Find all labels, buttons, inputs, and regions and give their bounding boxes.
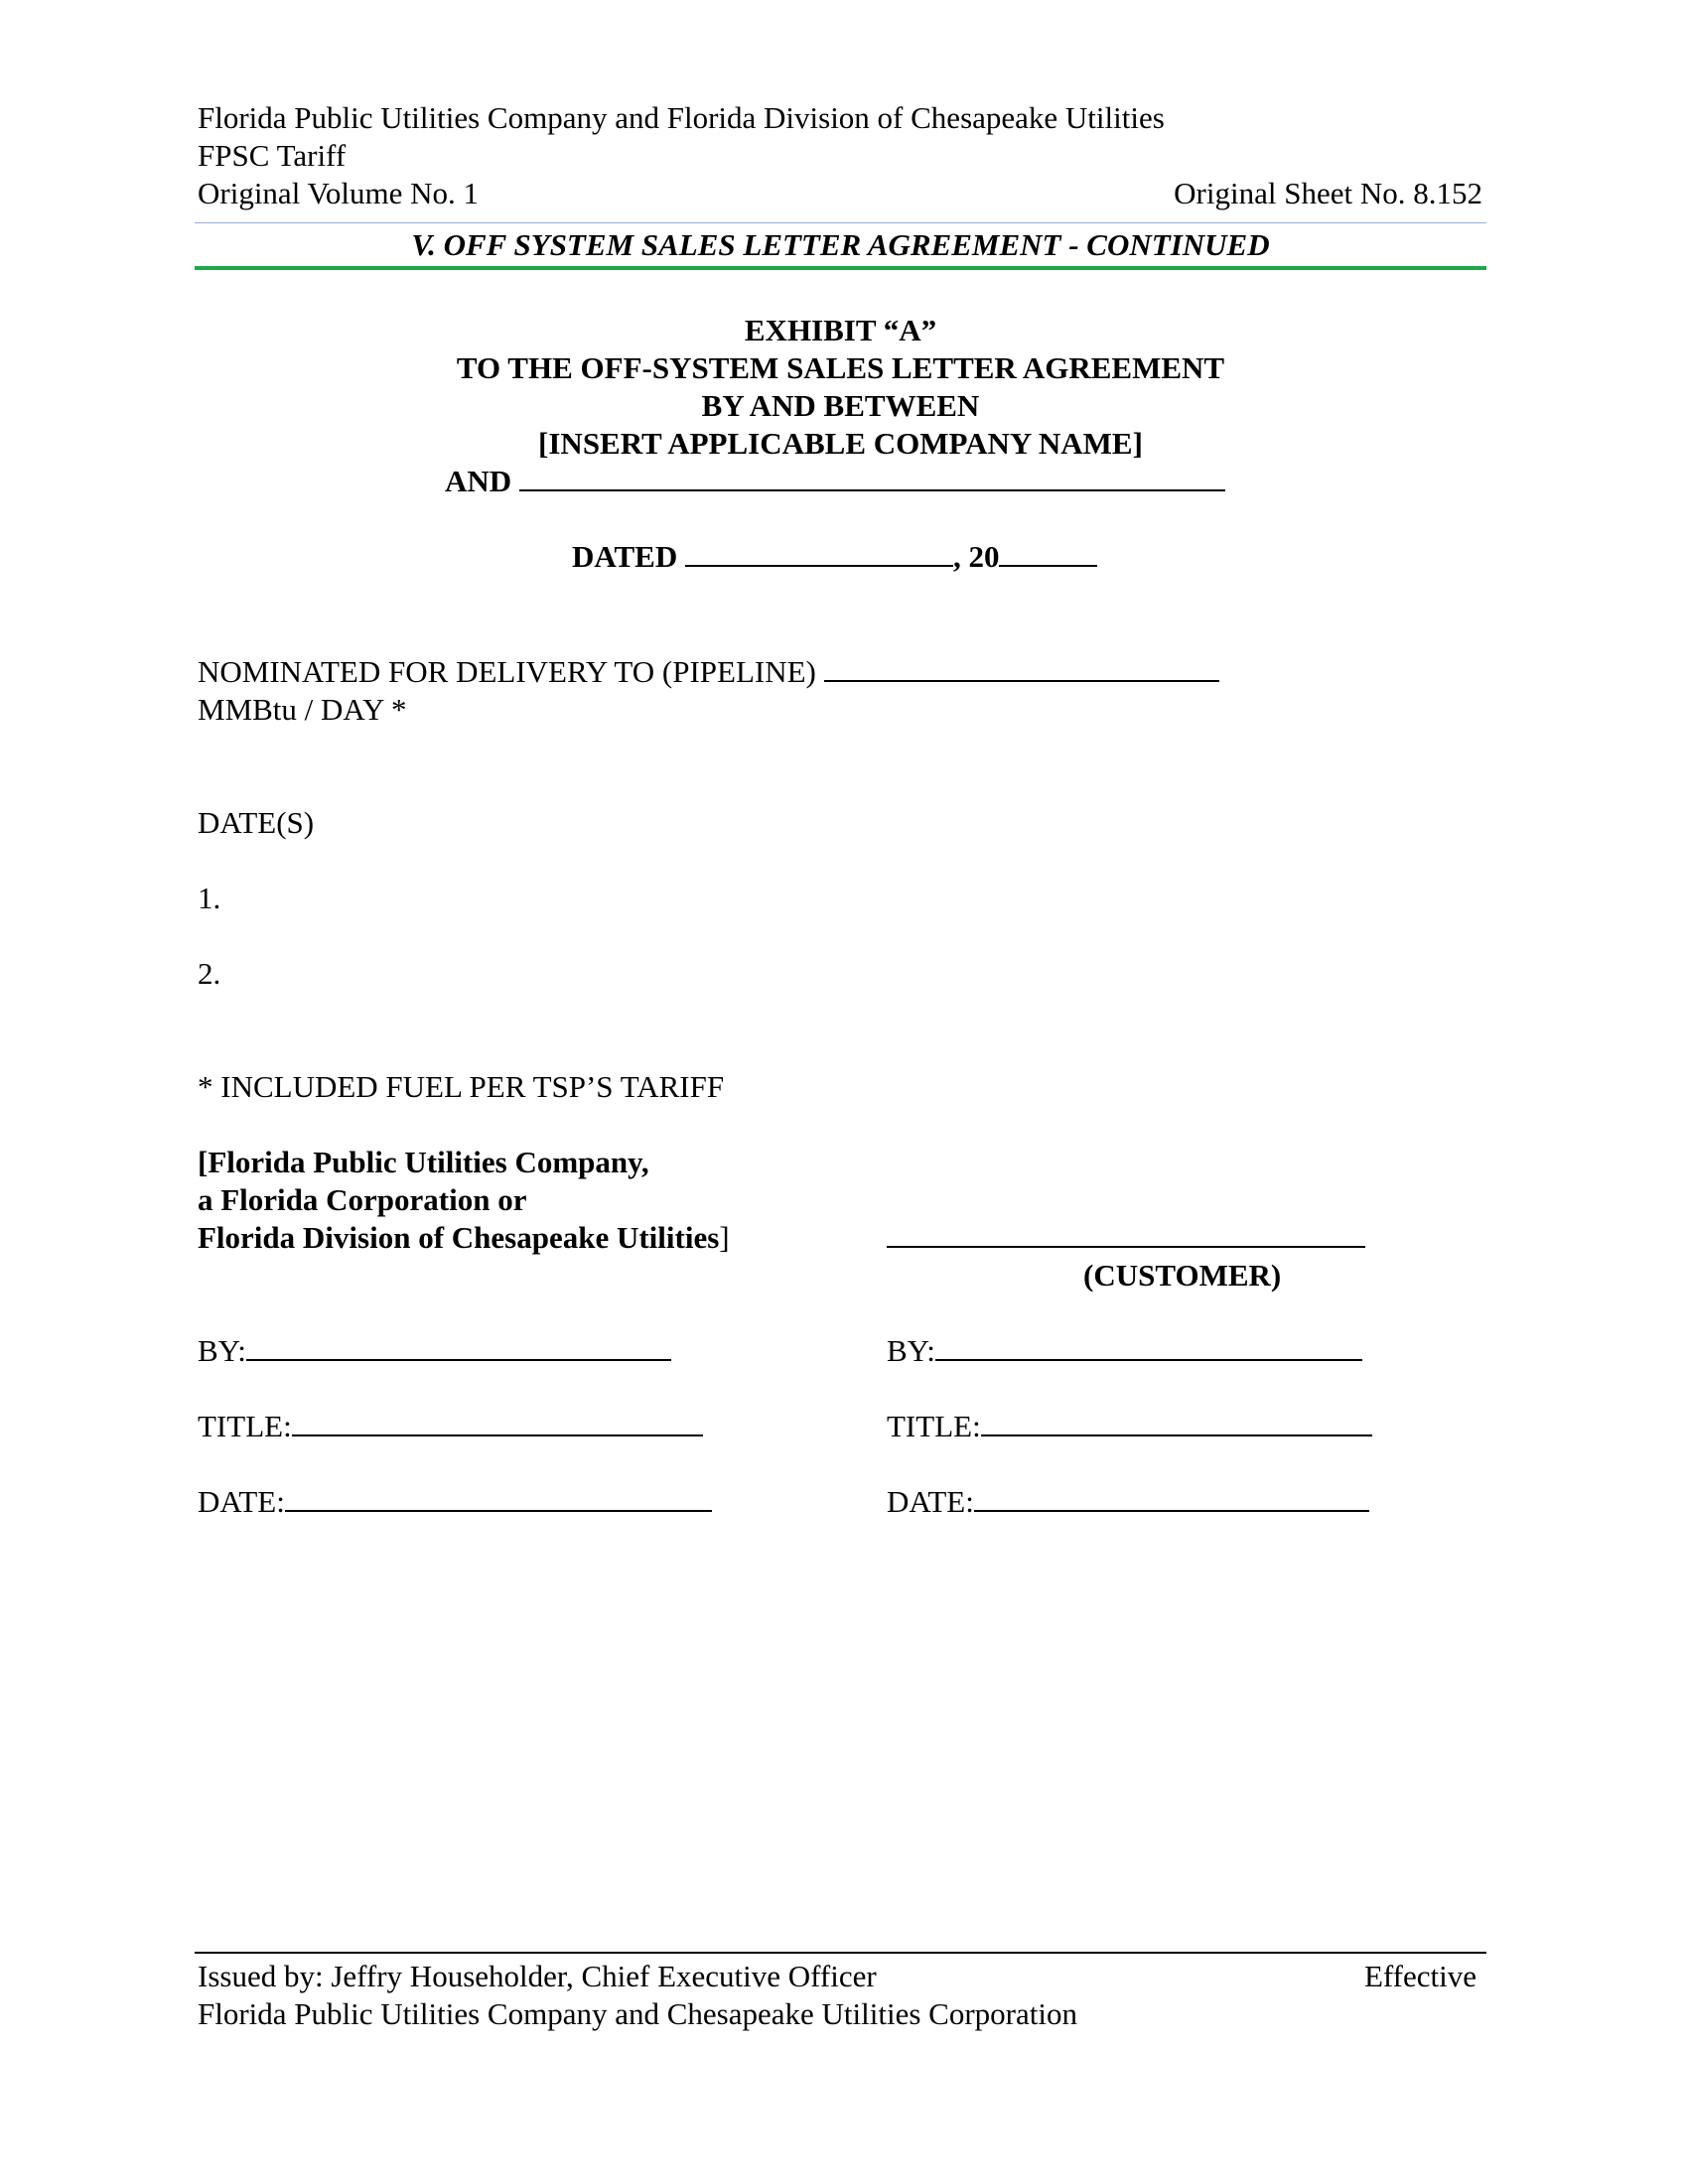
exhibit-and-line <box>445 463 1225 500</box>
company-title-line <box>198 1408 703 1445</box>
header-top-rule <box>195 222 1486 223</box>
company-name-line3-text: Florida Division of Chesapeake Utilities <box>198 1220 720 1255</box>
dated-line <box>572 538 1097 576</box>
company-name-line2: a Florida Corporation or <box>198 1182 527 1217</box>
company-date-line <box>198 1483 712 1521</box>
footer-effective: Effective <box>1363 1959 1477 1993</box>
company-name-line3 <box>198 1219 730 1257</box>
fuel-note: * INCLUDED FUEL PER TSP’S TARIFF <box>198 1069 725 1104</box>
customer-label: (CUSTOMER) <box>1083 1258 1282 1293</box>
company-by-label: BY: <box>198 1333 246 1368</box>
customer-date-label: DATE: <box>887 1484 974 1519</box>
dated-label: DATED <box>572 539 678 574</box>
company-by-line <box>198 1332 671 1370</box>
customer-date-line <box>887 1483 1369 1521</box>
nominated-line <box>198 653 1219 691</box>
customer-by-label: BY: <box>887 1333 935 1368</box>
and-label: AND <box>445 464 512 498</box>
customer-by-line <box>887 1332 1362 1370</box>
customer-title-label: TITLE: <box>887 1409 981 1443</box>
exhibit-title: EXHIBIT “A” <box>744 313 937 347</box>
customer-name-line <box>887 1219 1365 1257</box>
exhibit-company-placeholder: [INSERT APPLICABLE COMPANY NAME] <box>538 426 1143 461</box>
dated-blank[interactable] <box>685 539 953 567</box>
customer-date-blank[interactable] <box>974 1484 1369 1512</box>
counterparty-blank[interactable] <box>519 464 1225 491</box>
mmbtu-label: MMBtu / DAY * <box>198 692 407 727</box>
company-name-line3-bracket: ] <box>719 1220 730 1255</box>
year-prefix: , 20 <box>952 539 1000 574</box>
customer-title-line <box>887 1408 1372 1445</box>
header-company-line: Florida Public Utilities Company and Florida Division of Chesapeake Utilities <box>198 100 1165 135</box>
header-bottom-rule <box>195 266 1486 270</box>
exhibit-subtitle: TO THE OFF-SYSTEM SALES LETTER AGREEMENT <box>456 350 1225 385</box>
exhibit-by-and-between: BY AND BETWEEN <box>701 388 980 423</box>
company-date-blank[interactable] <box>285 1484 712 1512</box>
customer-name-blank[interactable] <box>887 1220 1365 1248</box>
nominated-label: NOMINATED FOR DELIVERY TO (PIPELINE) <box>198 654 816 689</box>
pipeline-blank[interactable] <box>824 654 1219 682</box>
company-name-line1: [Florida Public Utilities Company, <box>198 1145 649 1179</box>
company-date-label: DATE: <box>198 1484 285 1519</box>
year-blank[interactable] <box>999 539 1097 567</box>
footer-rule <box>195 1952 1486 1954</box>
company-title-label: TITLE: <box>198 1409 292 1443</box>
company-by-blank[interactable] <box>246 1333 671 1361</box>
date-item-2: 2. <box>198 956 221 991</box>
customer-by-blank[interactable] <box>935 1333 1362 1361</box>
section-title: V. OFF SYSTEM SALES LETTER AGREEMENT - CONTINUED <box>411 227 1270 262</box>
customer-title-blank[interactable] <box>981 1409 1372 1436</box>
date-item-1: 1. <box>198 881 221 915</box>
dates-label: DATE(S) <box>198 805 315 840</box>
footer-issued-by: Issued by: Jeffry Householder, Chief Executive Officer <box>198 1959 877 1993</box>
header-tariff-line: FPSC Tariff <box>198 138 347 173</box>
header-sheet-number: Original Sheet No. 8.152 <box>1174 176 1482 210</box>
company-title-blank[interactable] <box>292 1409 703 1436</box>
header-volume: Original Volume No. 1 <box>198 176 480 210</box>
footer-company: Florida Public Utilities Company and Chesapeake Utilities Corporation <box>198 1996 1077 2031</box>
